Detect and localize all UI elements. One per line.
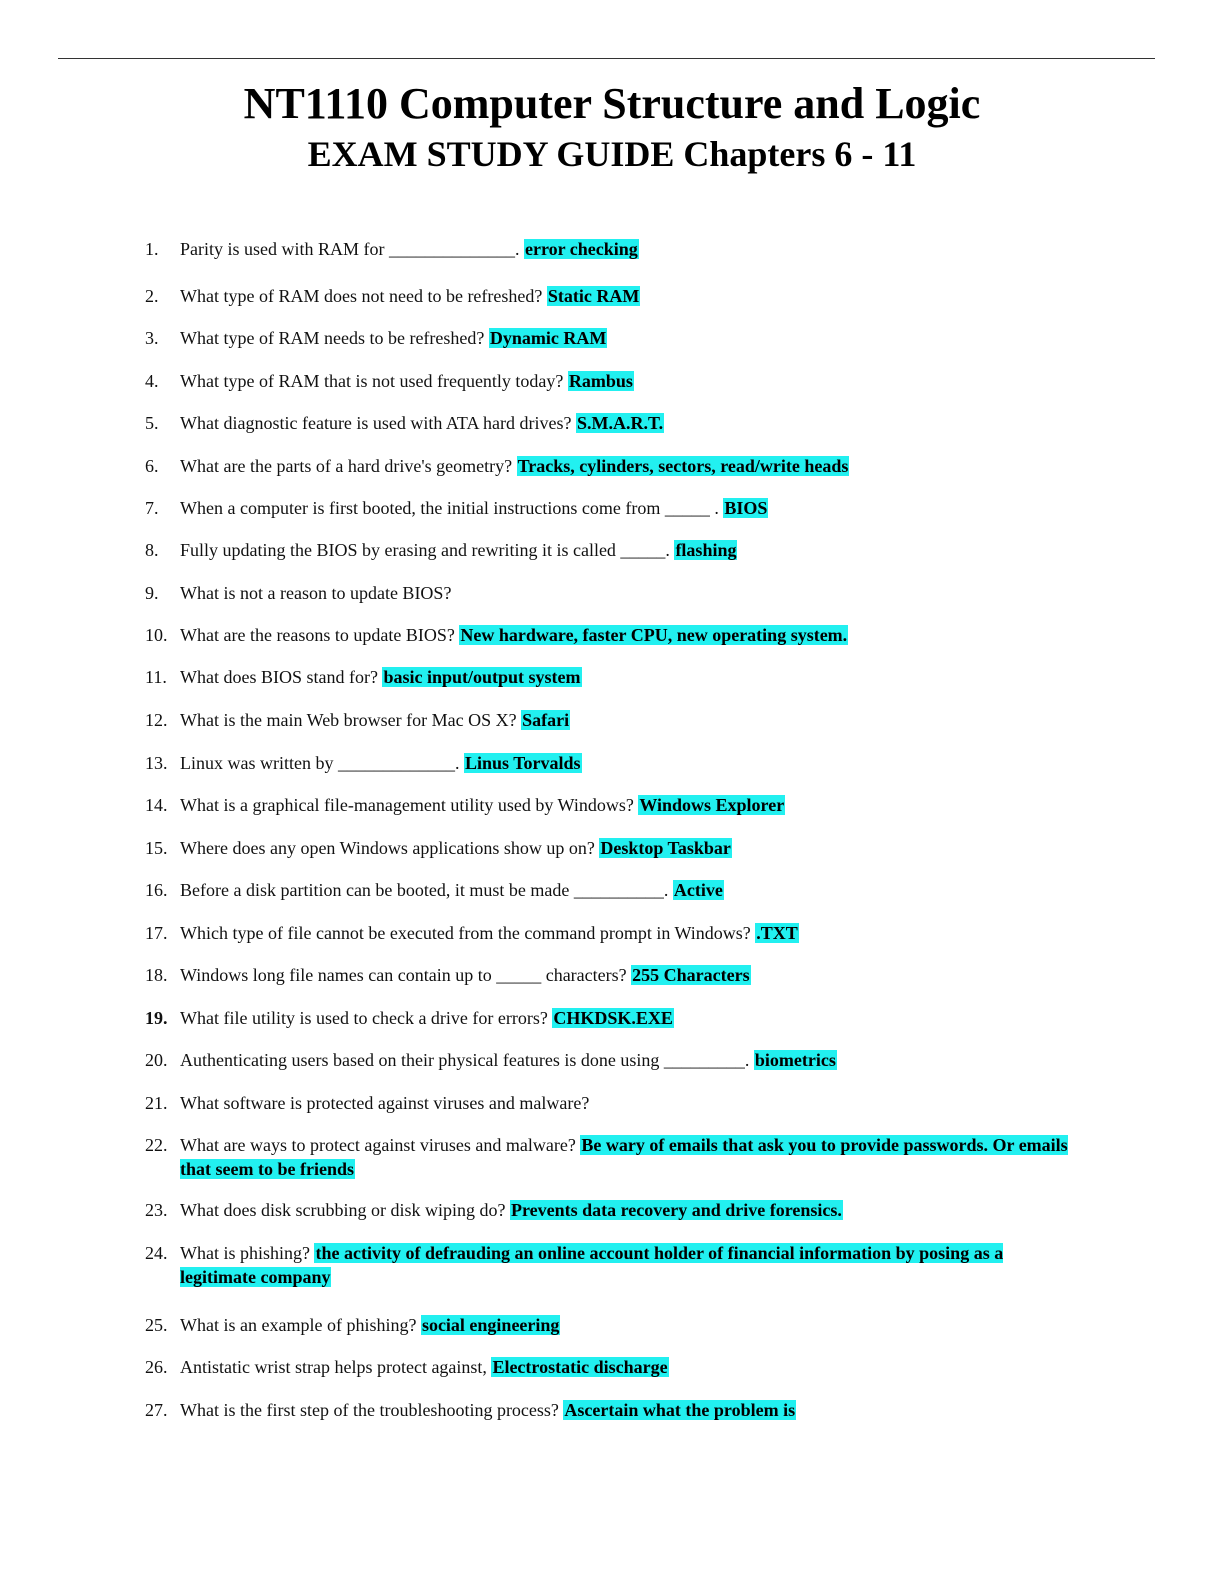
question-item [145, 623, 1075, 647]
question-number: 7. [145, 498, 159, 518]
question-item [145, 1355, 1075, 1379]
question-number: 19. [145, 1008, 168, 1028]
question-number: 27. [145, 1400, 168, 1420]
answer-highlight: the activity of defrauding an online account holder of financial information by posing as a legitimate company [180, 1243, 1004, 1287]
question-text: Linux was written by _____________. [180, 753, 464, 773]
question-text: What are the reasons to update BIOS? [180, 625, 460, 645]
question-item [145, 1006, 1075, 1030]
question-number: 23. [145, 1200, 168, 1220]
answer-highlight: Static RAM [547, 286, 640, 306]
question-item [145, 411, 1075, 435]
question-text: What file utility is used to check a drive for errors? [180, 1008, 553, 1028]
answer-highlight: Active [673, 880, 723, 900]
question-text: Parity is used with RAM for ______________. [180, 239, 524, 259]
question-item [145, 1048, 1075, 1072]
question-number: 21. [145, 1093, 168, 1113]
answer-highlight: Rambus [568, 371, 633, 391]
question-item [145, 1198, 1075, 1222]
question-item [145, 1133, 1075, 1181]
question-number: 20. [145, 1050, 168, 1070]
question-item [145, 793, 1075, 817]
answer-highlight: error checking [525, 239, 638, 259]
answer-highlight: Dynamic RAM [489, 328, 607, 348]
question-item [145, 751, 1075, 775]
document-title: NT1110 Computer Structure and Logic [243, 79, 981, 128]
question-item [145, 237, 1075, 261]
question-number: 8. [145, 540, 159, 560]
question-text: Where does any open Windows applications show up on? [180, 838, 600, 858]
question-item [145, 963, 1075, 987]
answer-highlight: Windows Explorer [639, 795, 785, 815]
answer-highlight: Electrostatic discharge [492, 1357, 668, 1377]
question-item [145, 1091, 1075, 1115]
question-item [145, 1241, 1075, 1289]
answer-highlight: social engineering [421, 1315, 560, 1335]
question-item [145, 1398, 1075, 1422]
question-text: What type of RAM does not need to be refreshed? [180, 286, 547, 306]
answer-highlight: Prevents data recovery and drive forensics. [510, 1200, 842, 1220]
question-text: Authenticating users based on their physical features is done using _________. [180, 1050, 754, 1070]
question-item [145, 326, 1075, 350]
answer-highlight: Linus Torvalds [464, 753, 581, 773]
question-number: 24. [145, 1243, 168, 1263]
question-item [145, 496, 1075, 520]
question-number: 11. [145, 667, 167, 687]
question-item [145, 454, 1075, 478]
question-text: What is not a reason to update BIOS? [180, 583, 452, 603]
answer-highlight: 255 Characters [632, 965, 750, 985]
question-text: What is a graphical file-management utility used by Windows? [180, 795, 639, 815]
question-number: 10. [145, 625, 168, 645]
question-number: 1. [145, 239, 159, 259]
question-text: What is the main Web browser for Mac OS X? [180, 710, 522, 730]
question-number: 2. [145, 286, 159, 306]
question-text: What is the first step of the troubleshooting process? [180, 1400, 564, 1420]
question-number: 12. [145, 710, 168, 730]
question-number: 13. [145, 753, 168, 773]
question-item [145, 878, 1075, 902]
question-text: Which type of file cannot be executed from the command prompt in Windows? [180, 923, 756, 943]
question-number: 5. [145, 413, 159, 433]
question-text: Windows long file names can contain up to _____ characters? [180, 965, 632, 985]
question-item [145, 369, 1075, 393]
question-text: What software is protected against viruses and malware? [180, 1093, 590, 1113]
question-item [145, 1313, 1075, 1337]
question-number: 25. [145, 1315, 168, 1335]
question-text: Antistatic wrist strap helps protect against, [180, 1357, 492, 1377]
answer-highlight: basic input/output system [383, 667, 581, 687]
question-text: What does disk scrubbing or disk wiping do? [180, 1200, 510, 1220]
question-text: Before a disk partition can be booted, it must be made __________. [180, 880, 673, 900]
question-number: 4. [145, 371, 159, 391]
answer-highlight: Be wary of emails that ask you to provide passwords. Or emails that seem to be friends [180, 1135, 1068, 1179]
question-text: What are ways to protect against viruses and malware? [180, 1135, 581, 1155]
question-number: 6. [145, 456, 159, 476]
question-item [145, 836, 1075, 860]
question-number: 18. [145, 965, 168, 985]
question-number: 9. [145, 583, 159, 603]
question-text: What diagnostic feature is used with ATA hard drives? [180, 413, 576, 433]
question-text: What is phishing? [180, 1243, 315, 1263]
answer-highlight: BIOS [724, 498, 768, 518]
question-text: What type of RAM that is not used frequently today? [180, 371, 568, 391]
question-number: 26. [145, 1357, 168, 1377]
question-item [145, 581, 1075, 605]
question-number: 14. [145, 795, 168, 815]
question-number: 3. [145, 328, 159, 348]
question-number: 17. [145, 923, 168, 943]
answer-highlight: biometrics [754, 1050, 836, 1070]
answer-highlight: Ascertain what the problem is [564, 1400, 796, 1420]
answer-highlight: Desktop Taskbar [600, 838, 731, 858]
answer-highlight: Safari [522, 710, 570, 730]
question-number: 16. [145, 880, 168, 900]
question-item [145, 708, 1075, 732]
question-text: What are the parts of a hard drive's geometry? [180, 456, 517, 476]
question-item [145, 284, 1075, 308]
answer-highlight: CHKDSK.EXE [553, 1008, 673, 1028]
question-text: What does BIOS stand for? [180, 667, 383, 687]
question-number: 15. [145, 838, 168, 858]
question-item [145, 538, 1075, 562]
question-item [145, 921, 1075, 945]
question-text: When a computer is first booted, the initial instructions come from _____ . [180, 498, 724, 518]
question-text: What is an example of phishing? [180, 1315, 421, 1335]
answer-highlight: S.M.A.R.T. [576, 413, 664, 433]
question-text: What type of RAM needs to be refreshed? [180, 328, 489, 348]
question-text: Fully updating the BIOS by erasing and rewriting it is called _____. [180, 540, 675, 560]
answer-highlight: Tracks, cylinders, sectors, read/write heads [517, 456, 849, 476]
answer-highlight: .TXT [756, 923, 798, 943]
document-subtitle: EXAM STUDY GUIDE Chapters 6 - 11 [307, 134, 917, 174]
question-item [145, 665, 1075, 689]
question-number: 22. [145, 1135, 168, 1155]
answer-highlight: flashing [675, 540, 737, 560]
answer-highlight: New hardware, faster CPU, new operating system. [460, 625, 848, 645]
